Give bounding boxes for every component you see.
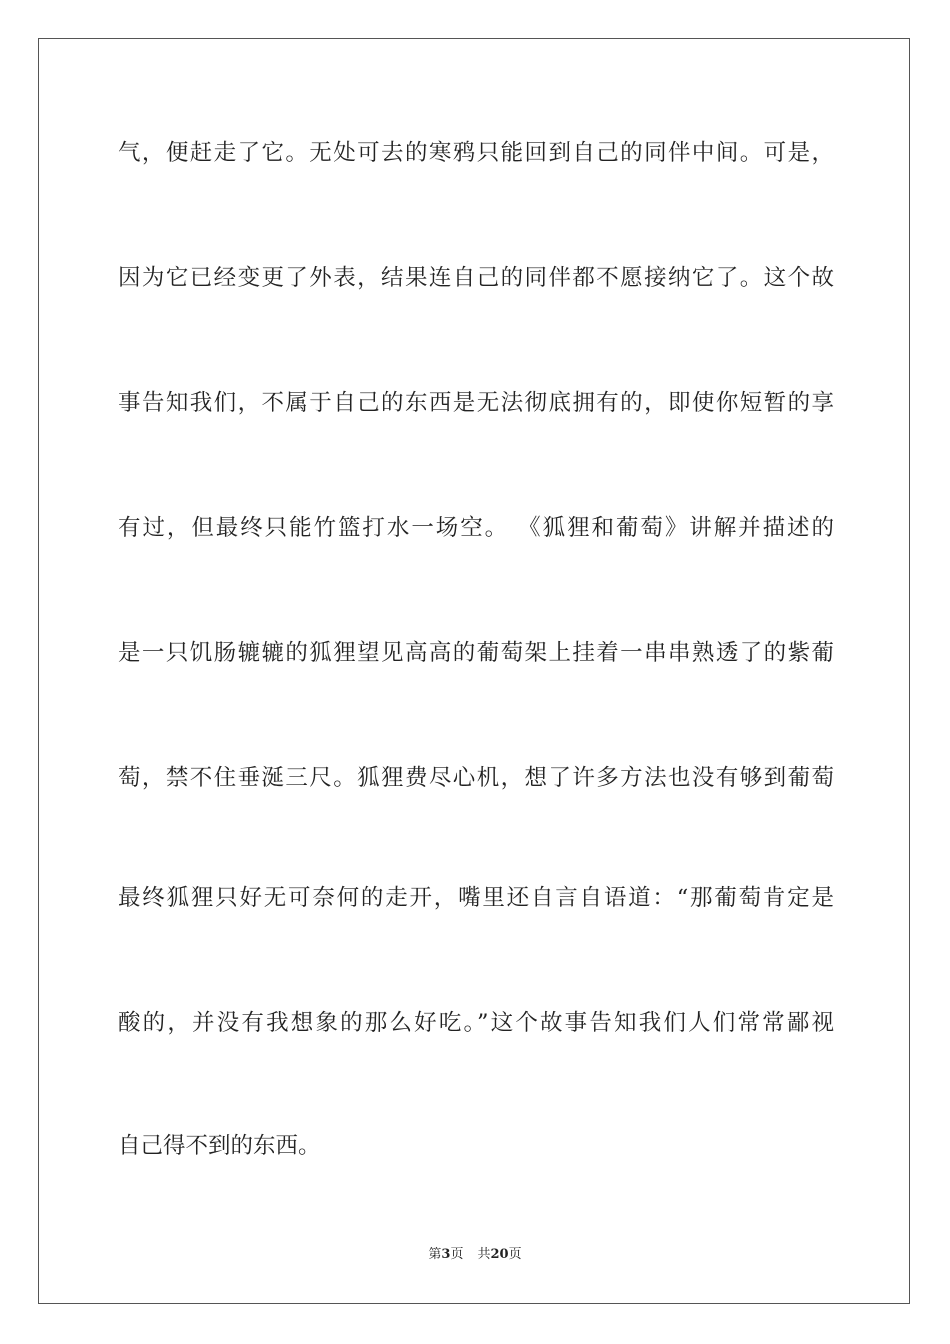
body-text-line-6: 萄，禁不住垂涎三尺。狐狸费尽心机，想了许多方法也没有够到葡萄 xyxy=(118,765,834,791)
body-text-line-4: 有过，但最终只能竹篮打水一场空。 《狐狸和葡萄》讲解并描述的 xyxy=(118,515,834,541)
page-prefix: 第 xyxy=(428,1247,442,1262)
body-text-line-9: 自己得不到的东西。 xyxy=(118,1133,321,1159)
page-footer xyxy=(0,1246,950,1264)
total-pages: 20 xyxy=(490,1247,509,1262)
total-prefix: 共 xyxy=(477,1247,491,1262)
body-text-line-3: 事告知我们，不属于自己的东西是无法彻底拥有的，即使你短暂的享 xyxy=(118,390,834,416)
page-suffix: 页 xyxy=(450,1247,464,1262)
body-text-line-1: 气，便赶走了它。无处可去的寒鸦只能回到自己的同伴中间。可是， xyxy=(118,140,834,166)
page-number: 3 xyxy=(441,1247,451,1262)
body-text-line-7: 最终狐狸只好无可奈何的走开，嘴里还自言自语道：“那葡萄肯定是 xyxy=(118,885,834,911)
body-text-line-2: 因为它已经变更了外表，结果连自己的同伴都不愿接纳它了。这个故 xyxy=(118,265,834,291)
body-text-line-5: 是一只饥肠辘辘的狐狸望见高高的葡萄架上挂着一串串熟透了的紫葡 xyxy=(118,640,834,666)
page-border xyxy=(38,38,910,1304)
total-suffix: 页 xyxy=(508,1247,522,1262)
body-text-line-8: 酸的，并没有我想象的那么好吃。”这个故事告知我们人们常常鄙视 xyxy=(118,1010,834,1036)
